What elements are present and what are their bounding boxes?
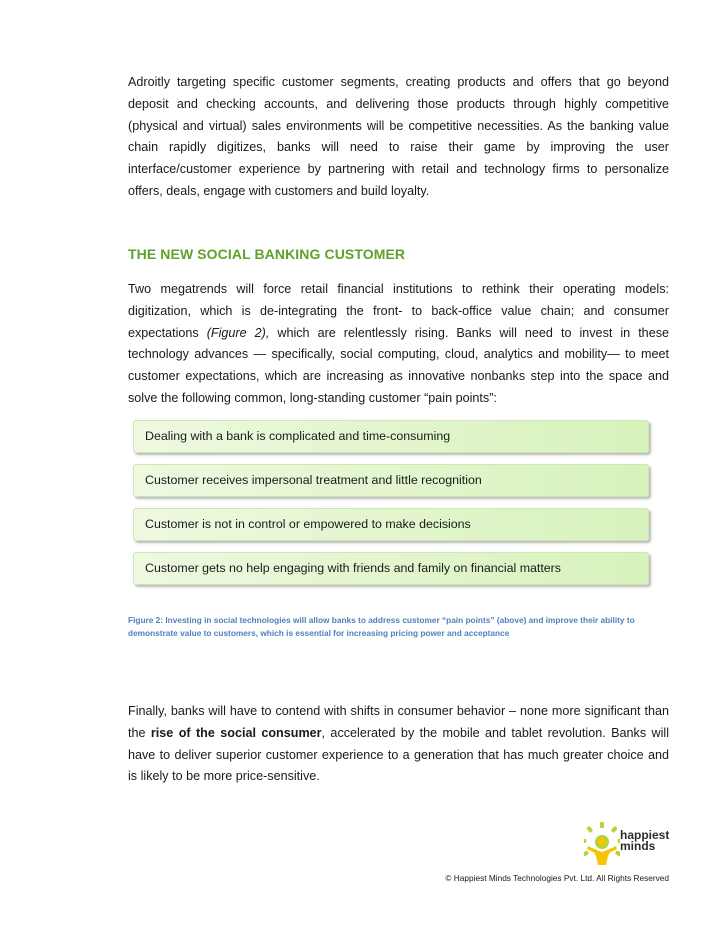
figure-caption: Figure 2: Investing in social technologies will allow banks to address customer “pain points” (above) and improve their ability to demonstrate value to customers, which is essential for increasing pricing power and acceptance <box>128 615 635 638</box>
copyright-footer: © Happiest Minds Technologies Pvt. Ltd. All Rights Reserved <box>445 873 669 883</box>
company-logo <box>584 822 674 866</box>
closing-paragraph <box>128 701 669 788</box>
section-heading: THE NEW SOCIAL BANKING CUSTOMER <box>128 246 406 262</box>
intro-paragraph: Adroitly targeting specific customer segments, creating products and offers that go beyond deposit and checking accounts, and delivering those products through highly competitive (physical and virtual) sales environments will be competitive necessities. As the banking value chain rapidly digitizes, banks will need to raise their game by improving the user interface/customer experience by partnering with retail and technology firms to personalize offers, deals, engage with customers and build loyalty. <box>128 75 669 198</box>
megatrends-text-2: which are relentlessly rising. Banks will need to invest in these technology advances — specifically, social computing, cloud, analytics and mobility— to meet customer expectations, which are increasing as innovative nonbanks step into the space and solve the following common, long-standing customer “pain points”: <box>128 325 669 405</box>
pain-point-box: Dealing with a bank is complicated and time-consuming <box>133 420 649 453</box>
closing-text-2: , accelerated by the mobile and tablet revolution. Banks will have to deliver superior customer experience to a generation that has much greater choice and is likely to be more price-sensitive. <box>128 725 669 784</box>
happiest-minds-figure-icon <box>584 822 620 866</box>
closing-emphasis: rise of the social consumer <box>150 725 322 740</box>
figure-reference: (Figure 2), <box>206 325 270 340</box>
pain-point-box: Customer receives impersonal treatment and little recognition <box>133 464 649 497</box>
pain-point-box: Customer is not in control or empowered to make decisions <box>133 508 649 541</box>
logo-wordmark: happiest minds <box>620 828 670 853</box>
megatrends-text-1: Two megatrends will force retail financial institutions to rethink their operating models: digitization, which is de-integrating the front- to back-office value chain; and consumer expectations <box>128 282 669 340</box>
pain-point-box: Customer gets no help engaging with friends and family on financial matters <box>133 552 649 585</box>
closing-text-1: Finally, banks will have to contend with shifts in consumer behavior – none more significant than the <box>128 704 669 740</box>
megatrends-paragraph <box>128 279 669 410</box>
